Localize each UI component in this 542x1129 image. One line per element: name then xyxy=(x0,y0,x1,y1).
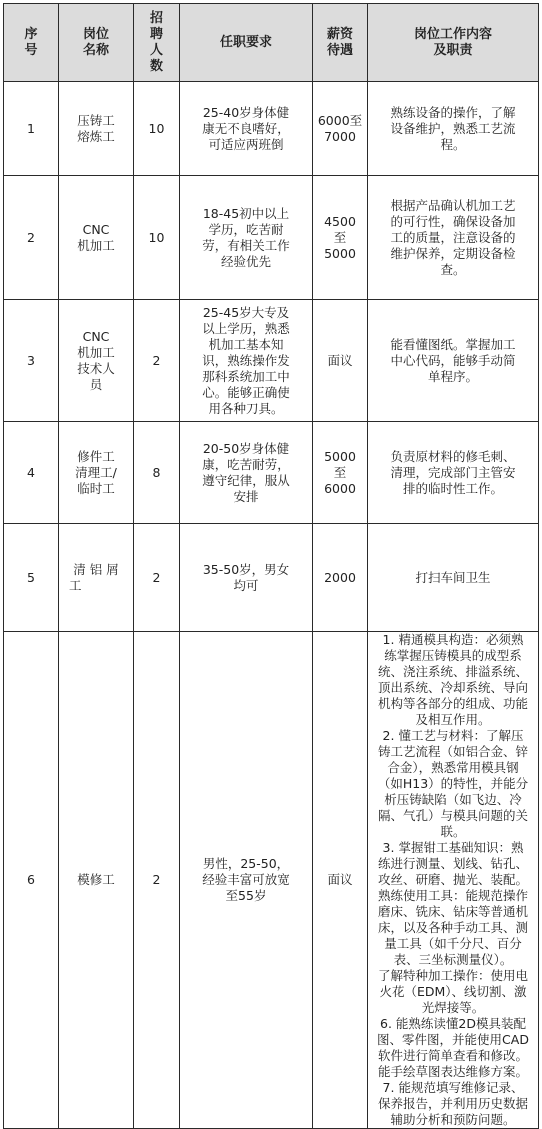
cell-line: 25-45岁大专及 xyxy=(202,304,290,320)
cell-line: 6000 xyxy=(324,480,356,496)
duty-line: 2. 懂工艺与材料：了解压 xyxy=(382,728,524,743)
cell-line: 面议 xyxy=(327,872,353,887)
cell-line: 查。 xyxy=(440,261,466,277)
cell-line: 机加工 xyxy=(77,237,115,253)
cell-line: 5000 xyxy=(324,448,356,464)
row-no: 4 xyxy=(4,422,59,524)
duty-line: 7. 能规范填写维修记录、 xyxy=(382,1080,524,1095)
header-position xyxy=(59,4,134,82)
row-position xyxy=(59,300,134,422)
cell-line: 20-50岁身体健 xyxy=(202,440,290,456)
cell-line: 男性，25-50， xyxy=(202,856,290,871)
cell-line: 25-40岁身体健 xyxy=(202,104,290,120)
row-salary xyxy=(313,422,368,524)
duty-line: 铸工艺流程（如铝合金、锌 xyxy=(377,744,528,759)
cell-line: 机加工 xyxy=(77,344,115,360)
header-text: 岗位工作内容 xyxy=(413,26,492,42)
row-no: 1 xyxy=(4,82,59,176)
header-text: 待遇 xyxy=(326,42,353,58)
row-position xyxy=(59,82,134,176)
duty-line: 联。 xyxy=(440,824,466,839)
cell-line: 经验优先 xyxy=(220,253,271,269)
recruitment-table xyxy=(3,3,539,1129)
row-requirements xyxy=(180,422,313,524)
row-salary xyxy=(313,632,368,1129)
cell-line: 工的质量，注意设备的 xyxy=(390,229,516,245)
cell-line: 临时工 xyxy=(77,480,115,496)
cell-line: 至 xyxy=(333,229,347,245)
cell-line: 模修工 xyxy=(77,872,115,887)
duty-line: 光焊接等。 xyxy=(421,1000,485,1015)
cell-line: 打扫车间卫生 xyxy=(415,569,491,585)
cell-line: 清 铝 屑 xyxy=(73,561,119,577)
table-row xyxy=(4,422,539,524)
duty-line: 及相互作用。 xyxy=(415,712,491,727)
duty-line: 磨床、铣床、钻床等普通机 xyxy=(377,904,528,919)
row-salary xyxy=(313,524,368,632)
header-row xyxy=(4,4,539,82)
cell-line: 7000 xyxy=(324,128,356,144)
header-requirements xyxy=(180,4,313,82)
cell-line: 熟练设备的操作，了解 xyxy=(390,104,516,120)
header-text: 号 xyxy=(24,42,38,58)
cell-line: 学历，吃苦耐 xyxy=(208,221,284,237)
cell-line: 均可 xyxy=(233,577,259,593)
duty-line: 隔、气孔）与模具问题的关 xyxy=(377,808,528,823)
cell-line: 康，吃苦耐劳， xyxy=(202,456,290,472)
cell-line: 能看懂图纸。掌握加工 xyxy=(390,336,516,352)
cell-line: 机加工基本知 xyxy=(208,336,284,352)
duty-line: 顶出系统、冷却系统、导向 xyxy=(377,680,528,695)
duty-line: 表、三坐标测量仪）。 xyxy=(393,952,513,967)
duty-line: 图、零件图，并能使用CAD xyxy=(377,1032,529,1047)
header-text: 任职要求 xyxy=(219,34,272,50)
header-duties xyxy=(368,4,539,82)
header-text: 数 xyxy=(149,58,163,74)
duty-line: 保养报告，并利用历史数据 xyxy=(377,1096,528,1111)
header-text: 及职责 xyxy=(433,42,473,58)
duty-line: 6. 能熟练读懂2D模具装配 xyxy=(380,1016,526,1031)
header-text: 岗位 xyxy=(82,26,109,42)
cell-line: 负责原材料的修毛刺、 xyxy=(390,448,516,464)
cell-line: 至 xyxy=(333,464,347,480)
cell-line: 清理，完成部门主管安 xyxy=(390,464,516,480)
header-salary xyxy=(313,4,368,82)
cell-line: 5000 xyxy=(324,245,356,261)
row-headcount: 2 xyxy=(134,632,180,1129)
duty-line: （如H13）的特性，并能分 xyxy=(377,776,529,791)
cell-line: 程。 xyxy=(440,136,466,152)
cell-line: 可适应两班倒 xyxy=(208,136,284,152)
row-no: 2 xyxy=(4,176,59,300)
cell-line: CNC xyxy=(82,328,110,344)
cell-line: 清理工/ xyxy=(75,464,117,480)
cell-line: 的可行性，确保设备加 xyxy=(390,213,516,229)
cell-line: 康无不良嗜好， xyxy=(202,120,290,136)
row-requirements xyxy=(180,82,313,176)
row-salary xyxy=(313,82,368,176)
table-row xyxy=(4,524,539,632)
cell-line: 熔炼工 xyxy=(77,128,115,144)
cell-line: 压铸工 xyxy=(77,112,115,128)
row-headcount: 2 xyxy=(134,300,180,422)
cell-line: 排的临时性工作。 xyxy=(402,480,503,496)
header-text: 薪资 xyxy=(326,26,353,42)
duty-line: 辅助分析和预防问题。 xyxy=(390,1112,516,1127)
cell-line: 中心代码，能够手动简 xyxy=(390,352,516,368)
header-text: 人 xyxy=(149,42,163,58)
row-position xyxy=(59,632,134,1129)
row-duties xyxy=(368,524,539,632)
duty-line: 3. 掌握钳工基础知识：熟 xyxy=(382,840,524,855)
duty-line: 熟练使用工具：能规范操作 xyxy=(377,888,528,903)
row-position xyxy=(59,176,134,300)
header-text: 招 xyxy=(149,10,163,26)
duty-line: 析压铸缺陷（如飞边、冷 xyxy=(384,792,522,807)
header-text: 序 xyxy=(24,26,38,42)
cell-line: 劳，有相关工作 xyxy=(202,237,290,253)
row-duties xyxy=(368,176,539,300)
duty-line: 统、浇注系统、排溢系统、 xyxy=(377,664,528,679)
cell-line: 面议 xyxy=(327,352,353,368)
cell-line: 工 xyxy=(69,577,82,593)
cell-line: 4500 xyxy=(324,213,356,229)
header-text: 聘 xyxy=(149,26,163,42)
row-salary xyxy=(313,176,368,300)
row-requirements xyxy=(180,632,313,1129)
row-headcount: 10 xyxy=(134,176,180,300)
cell-line: 以上学历，熟悉 xyxy=(202,320,290,336)
cell-line: 识，熟练操作发 xyxy=(202,352,290,368)
cell-line: 单程序。 xyxy=(427,368,478,384)
duty-line: 床，以及各种手动工具、测 xyxy=(377,920,528,935)
cell-line: 18-45初中以上 xyxy=(202,205,290,221)
cell-line: 经验丰富可放宽 xyxy=(202,872,290,887)
duty-line: 练进行测量、划线、钻孔、 xyxy=(377,856,528,871)
duty-line: 能手绘草图表达维修方案。 xyxy=(377,1064,528,1079)
row-headcount: 8 xyxy=(134,422,180,524)
row-salary xyxy=(313,300,368,422)
row-duties xyxy=(368,422,539,524)
header-headcount xyxy=(134,4,180,82)
duty-line: 了解特种加工操作：使用电 xyxy=(377,968,528,983)
cell-line: 修件工 xyxy=(77,448,115,464)
row-requirements xyxy=(180,176,313,300)
header-text: 名称 xyxy=(82,42,109,58)
cell-line: 根据产品确认机加工艺 xyxy=(390,197,516,213)
cell-line: 设备维护，熟悉工艺流 xyxy=(390,120,516,136)
table-row xyxy=(4,632,539,1129)
row-no: 6 xyxy=(4,632,59,1129)
cell-line: 维护保养，定期设备检 xyxy=(390,245,516,261)
cell-line: 2000 xyxy=(324,569,356,585)
cell-line: 心。能够正确使 xyxy=(202,384,290,400)
duty-line: 1. 精通模具构造：必须熟 xyxy=(382,632,524,647)
table-row xyxy=(4,176,539,300)
row-requirements xyxy=(180,300,313,422)
table-row xyxy=(4,82,539,176)
cell-line: 遵守纪律，服从 xyxy=(202,472,290,488)
cell-line: 员 xyxy=(89,376,103,392)
row-duties xyxy=(368,82,539,176)
cell-line: 至55岁 xyxy=(225,888,267,903)
cell-line: 技术人 xyxy=(77,360,115,376)
cell-line: 安排 xyxy=(233,488,259,504)
row-position xyxy=(59,524,134,632)
row-duties xyxy=(368,632,539,1129)
row-duties xyxy=(368,300,539,422)
cell-line: 那科系统加工中 xyxy=(202,368,290,384)
row-position xyxy=(59,422,134,524)
table-row xyxy=(4,300,539,422)
duty-line: 软件进行简单查看和修改。 xyxy=(377,1048,528,1063)
row-no: 5 xyxy=(4,524,59,632)
row-headcount: 2 xyxy=(134,524,180,632)
row-headcount: 10 xyxy=(134,82,180,176)
duty-line: 攻丝、研磨、抛光、装配。 xyxy=(377,872,528,887)
header-no xyxy=(4,4,59,82)
cell-line: 35-50岁，男女 xyxy=(202,561,290,577)
cell-line: CNC xyxy=(82,221,110,237)
cell-line: 6000至 xyxy=(317,112,363,128)
duty-line: 机构等各部分的组成、功能 xyxy=(377,696,528,711)
cell-line: 用各种刀具。 xyxy=(208,400,284,416)
duty-line: 练掌握压铸模具的成型系 xyxy=(384,648,522,663)
duty-line: 火花（EDM）、线切割、激 xyxy=(379,984,527,999)
duty-line: 量工具（如千分尺、百分 xyxy=(384,936,522,951)
row-no: 3 xyxy=(4,300,59,422)
row-requirements xyxy=(180,524,313,632)
duty-line: 合金），熟悉常用模具钢 xyxy=(387,760,519,775)
